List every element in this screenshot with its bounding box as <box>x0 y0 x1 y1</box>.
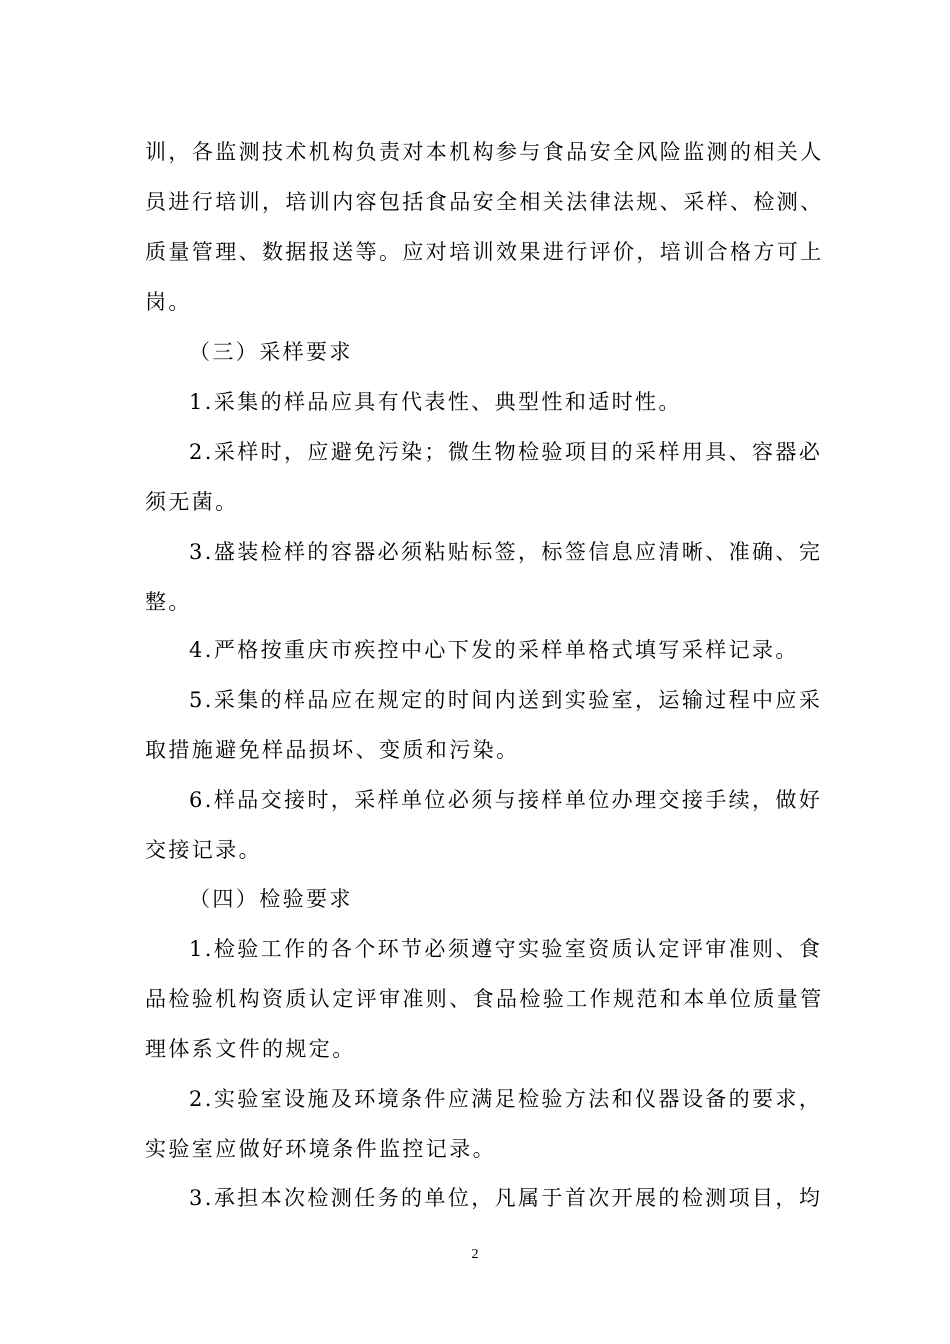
text-line: 质量管理、数据报送等。应对培训效果进行评价，培训合格方可上 <box>145 240 824 264</box>
list-item: 1.采集的样品应具有代表性、典型性和适时性。 <box>189 390 682 414</box>
list-item: 4.严格按重庆市疾控中心下发的采样单格式填写采样记录。 <box>189 638 799 662</box>
text-line: 实验室应做好环境条件监控记录。 <box>145 1137 496 1161</box>
list-item: 2.采样时，应避免污染；微生物检验项目的采样用具、容器必 <box>189 440 823 464</box>
list-item: 1.检验工作的各个环节必须遵守实验室资质认定评审准则、食 <box>189 937 823 961</box>
text-line: 员进行培训，培训内容包括食品安全相关法律法规、采样、检测、 <box>145 190 824 214</box>
list-item: 5.采集的样品应在规定的时间内送到实验室，运输过程中应采 <box>189 688 823 712</box>
text-line: 品检验机构资质认定评审准则、食品检验工作规范和本单位质量管 <box>145 987 824 1011</box>
section-heading: （三）采样要求 <box>189 340 353 364</box>
text-line: 交接记录。 <box>145 838 262 862</box>
page-number: 2 <box>471 1247 479 1262</box>
list-item: 3.盛装检样的容器必须粘贴标签，标签信息应清晰、准确、完 <box>189 540 823 564</box>
list-item: 2.实验室设施及环境条件应满足检验方法和仪器设备的要求， <box>189 1087 823 1111</box>
text-line: 须无菌。 <box>145 490 239 514</box>
section-heading: （四）检验要求 <box>189 887 353 911</box>
text-line: 训，各监测技术机构负责对本机构参与食品安全风险监测的相关人 <box>145 140 824 164</box>
text-line: 岗。 <box>145 290 192 314</box>
text-line: 整。 <box>145 590 192 614</box>
text-line: 理体系文件的规定。 <box>145 1037 356 1061</box>
list-item: 3.承担本次检测任务的单位，凡属于首次开展的检测项目，均 <box>189 1186 823 1210</box>
text-line: 取措施避免样品损坏、变质和污染。 <box>145 738 520 762</box>
list-item: 6.样品交接时，采样单位必须与接样单位办理交接手续，做好 <box>189 788 823 812</box>
